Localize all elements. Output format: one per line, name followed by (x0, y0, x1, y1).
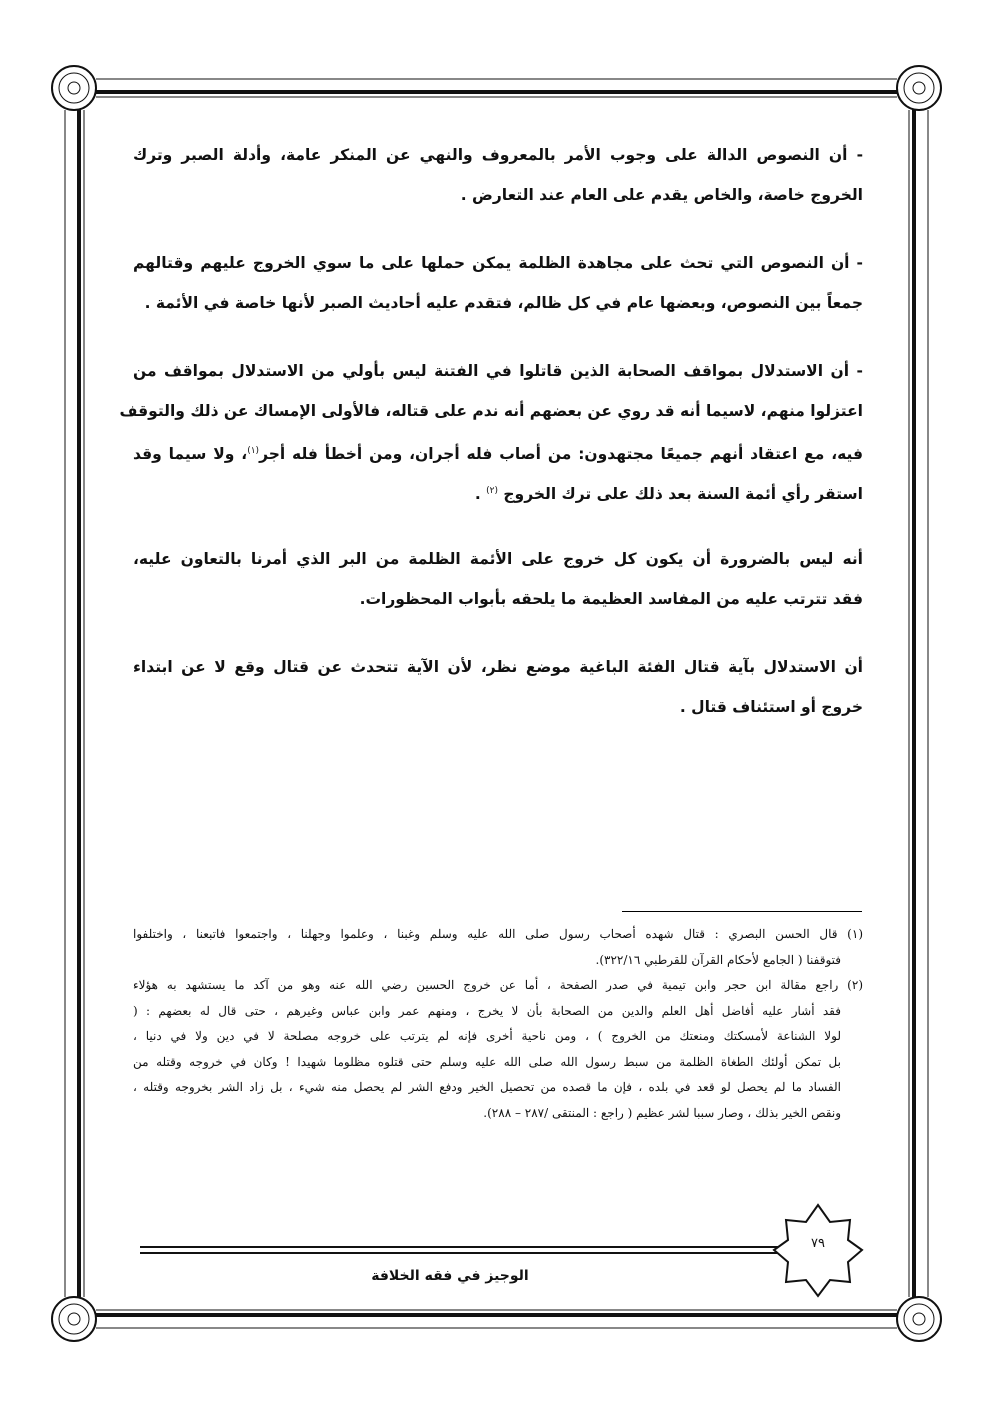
paragraph (133, 539, 863, 619)
footnote-line: فتوقفنا ( الجامع لأحكام القرآن للقرطبي ٣٢٢/١٦). (595, 952, 841, 967)
footnote-line: الفساد ما لم يحصل لو قعد في بلده ، فإن ما قصده من تحصيل الخير ودفع الشر لم يحصل منه شيء ، بل زاد الشر بخروجه وقتله ، (133, 1080, 841, 1094)
book-title: الوجيز في فقه الخلافة (371, 1268, 529, 1284)
main-text (119, 135, 863, 755)
footnotes (133, 922, 863, 1126)
text-line: - أن النصوص التي تحث على مجاهدة الظلمة يمكن حملها على ما سوي الخروج عليهم وقتالهم (133, 254, 863, 272)
footnote-ref[interactable]: (١) (247, 446, 260, 456)
corner-circle-icon (52, 1297, 96, 1341)
footnote-separator (622, 911, 862, 912)
footnote-line: (١) قال الحسن البصري : قتال شهده أصحاب رسول صلى الله عليه وسلم وغبنا ، وعلموا وجهلنا ، واجتمعوا فاتبعنا ، واختلفوا (133, 927, 863, 941)
text-segment: ، ولا سيما وقد (133, 445, 248, 464)
paragraph (133, 647, 863, 727)
footnote-ref[interactable]: (٢) (486, 486, 498, 496)
footnote-line: فقد أشار عليه أفاضل أهل العلم والدين من الصحابة بأن لا يخرج ، ومنهم عمر وابن عباس وغيرهم ، حتى قال له بعضهم : ( (133, 1003, 841, 1018)
paragraph (133, 243, 863, 323)
footer-rule (140, 1247, 792, 1253)
corner-circle-icon (897, 66, 941, 110)
text-line: الخروج خاصة، والخاص يقدم على العام عند التعارض . (460, 186, 863, 204)
footnote-line: ونقص الخير بذلك ، وصار سببا لشر عظيم ( راجع : المنتقى /٢٨٧ – ٢٨٨). (483, 1105, 841, 1120)
text-line: جمعاً بين النصوص، وبعضها عام في كل ظالم، فتقدم عليه أحاديث الصبر لأنها خاصة في الأئمة . (144, 294, 863, 312)
page-number: ٧٩ (811, 1236, 825, 1251)
footnote (133, 973, 863, 1126)
footnote-line: لولا الشناعة لأمسكتك ومنعتك من الخروج ) ، ومن ناحية أخرى فإنه لم يترتب على خروجه مصلحة لا في دين ولا في دنيا ، (133, 1029, 841, 1043)
text-line: - أن الاستدلال بمواقف الصحابة الذين قاتلوا في الفتنة ليس بأولي من الاستدلال بمواقف من (133, 362, 863, 380)
text-line: أن الاستدلال بآية قتال الفئة الباغية موضع نظر، لأن الآية تتحدث عن قتال وقع لا عن ابتداء (133, 658, 863, 676)
paragraph (133, 135, 863, 215)
corner-circle-icon (52, 66, 96, 110)
footnote-line: بل تمكن أولئك الطغاة الظلمة من سبط رسول الله صلى الله عليه وسلم حتى قتلوه مظلوما شهيدا ! وكان في خروجه وقتله من (133, 1054, 841, 1069)
text-segment: فيه، مع اعتقاد أنهم جميعًا مجتهدون: من أصاب فله أجران، ومن أخطأ فله أجر (259, 445, 863, 464)
text-line: - أن النصوص الدالة على وجوب الأمر بالمعروف والنهي عن المنكر عامة، وأدلة الصبر وترك (133, 146, 863, 164)
corner-circle-icon (897, 1297, 941, 1341)
text-line: أنه ليس بالضرورة أن يكون كل خروج على الأئمة الظلمة من البر الذي أمرنا بالتعاون عليه، (133, 550, 863, 568)
text-line: اعتزلوا منهم، لاسيما أنه قد روي عن بعضهم أنه ندم على قتاله، فالأولى الإمساك عن ذلك والتوقف (119, 402, 863, 420)
paragraph (119, 351, 863, 511)
text-line (133, 431, 863, 471)
text-line: خروج أو استئناف قتال . (679, 698, 863, 716)
footnote-line: (٢) راجع مقالة ابن حجر وابن تيمية في صدر الصفحة ، أما عن خروج الحسين رضي الله عنه وهو من آكد ما يستشهد به هؤلاء (133, 978, 863, 992)
footnote (133, 922, 863, 973)
text-segment: . (474, 485, 487, 504)
text-line (133, 471, 863, 511)
text-segment: استقر رأي أئمة السنة بعد ذلك على ترك الخروج (503, 485, 863, 504)
text-line: فقد تترتب عليه من المفاسد العظيمة ما يلحقه بأبواب المحظورات. (359, 590, 863, 608)
